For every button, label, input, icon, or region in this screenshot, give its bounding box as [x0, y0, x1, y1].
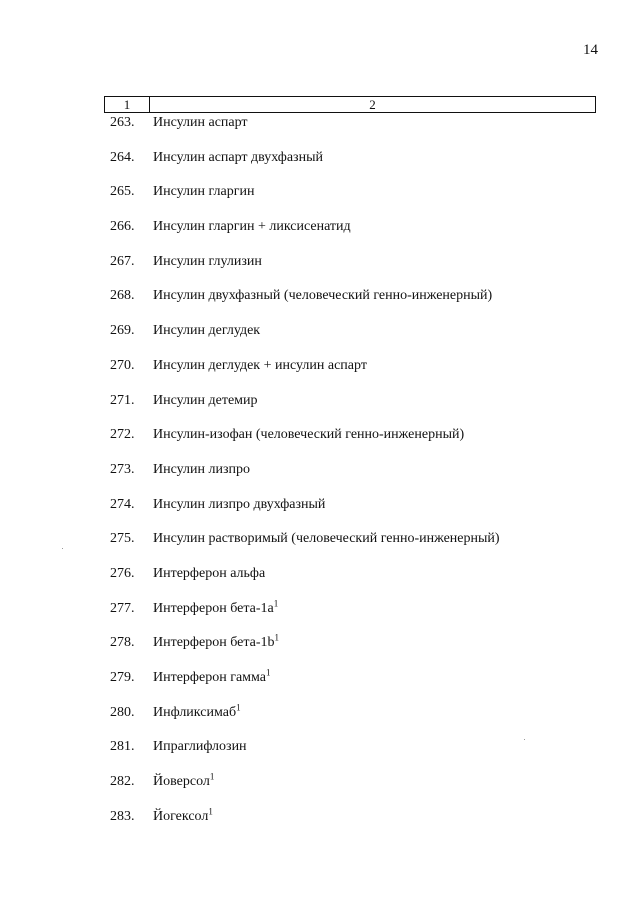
- list-item: [110, 704, 610, 739]
- list-item: [110, 183, 610, 218]
- item-name: Инсулин двухфазный (человеческий генно-инженерный): [153, 288, 493, 304]
- footnote-marker: 1: [273, 597, 279, 608]
- item-name: Инсулин аспарт: [153, 115, 248, 130]
- footnote-marker: 1: [266, 667, 271, 678]
- item-name: Ипраглифлозин: [153, 739, 247, 755]
- item-number: 272.: [110, 427, 135, 443]
- drug-list: [110, 114, 610, 842]
- item-name: Интерферон бета-$1a^1$: [153, 597, 279, 616]
- item-number: 271.: [110, 392, 135, 408]
- list-item: [110, 357, 610, 392]
- item-number: 280.: [110, 704, 135, 720]
- list-item: [110, 773, 610, 808]
- list-item: [110, 808, 610, 843]
- column-header-1: 1: [105, 97, 150, 112]
- item-name: Инфликсимаб$^1$: [153, 702, 241, 720]
- item-number: 282.: [110, 774, 135, 790]
- item-number: 270.: [110, 357, 135, 373]
- item-name: Инсулин глулизин: [153, 253, 262, 269]
- item-number: 273.: [110, 461, 135, 477]
- list-item: [110, 218, 610, 253]
- footnote-marker: 1: [208, 806, 213, 817]
- item-number: 267.: [110, 253, 135, 269]
- scan-speck: [62, 548, 63, 549]
- item-name: Инсулин лизпро двухфазный: [153, 496, 326, 512]
- page-number: 14: [583, 42, 598, 58]
- item-name: Инсулин растворимый (человеческий генно-инженерный): [153, 531, 500, 547]
- item-name: Инсулин деглудек + инсулин аспарт: [153, 357, 367, 373]
- item-name: Инсулин-изофан (человеческий генно-инженерный): [153, 427, 465, 443]
- list-item: [110, 322, 610, 357]
- item-number: 266.: [110, 219, 135, 235]
- item-number: 275.: [110, 531, 135, 547]
- column-header-2: 2: [369, 97, 376, 112]
- item-number: 276.: [110, 565, 135, 581]
- item-name: Инсулин аспарт двухфазный: [153, 149, 323, 165]
- footnote-marker: 1: [209, 771, 215, 782]
- list-item: [110, 253, 610, 288]
- item-name: Йоверсол$^1$: [153, 771, 215, 790]
- item-name: Инсулин гларгин + ликсисенатид: [153, 219, 351, 235]
- item-number: 263.: [110, 115, 135, 130]
- item-name: Инсулин деглудек: [153, 323, 261, 339]
- item-name: Йогексол$^1$: [153, 806, 213, 824]
- list-item: [110, 634, 610, 669]
- item-number: 265.: [110, 184, 135, 200]
- item-name: Инсулин гларгин: [153, 184, 255, 200]
- scan-speck: [524, 739, 525, 740]
- item-number: 269.: [110, 323, 135, 339]
- item-number: 264.: [110, 149, 135, 165]
- item-number: 274.: [110, 496, 135, 512]
- item-name: Интерферон гамма$^1$: [153, 667, 271, 685]
- item-number: 279.: [110, 670, 135, 685]
- item-number: 277.: [110, 600, 135, 616]
- item-number: 281.: [110, 739, 135, 755]
- list-item: [110, 149, 610, 184]
- item-number: 268.: [110, 288, 135, 304]
- item-name: Инсулин детемир: [153, 392, 258, 408]
- list-item: [110, 392, 610, 427]
- item-name: Интерферон альфа: [153, 565, 266, 581]
- list-item: [110, 114, 610, 149]
- list-item: [110, 738, 610, 773]
- list-item: [110, 461, 610, 496]
- list-item: [110, 287, 610, 322]
- list-item: [110, 530, 610, 565]
- item-number: 283.: [110, 808, 135, 824]
- item-number: 278.: [110, 635, 135, 651]
- list-item: [110, 669, 610, 704]
- list-item: [110, 597, 610, 635]
- footnote-marker: 1: [274, 632, 280, 643]
- list-item: [110, 565, 610, 600]
- item-name: Инсулин лизпро: [153, 461, 250, 477]
- list-item: [110, 496, 610, 531]
- footnote-marker: 1: [236, 702, 241, 713]
- table-header: [104, 96, 596, 113]
- item-name: Интерферон бета-$1b^1$: [153, 632, 280, 651]
- list-item: [110, 426, 610, 461]
